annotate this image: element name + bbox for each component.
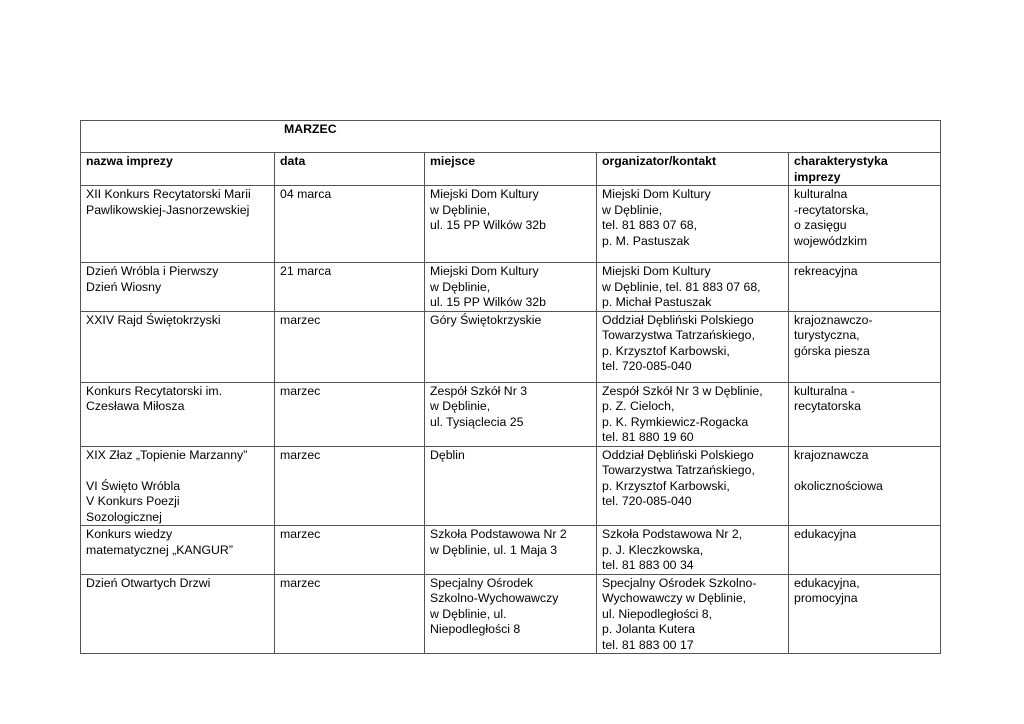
cell-name: Konkurs Recytatorski im. Czesława Miłosza [81, 382, 275, 446]
cell-place: Zespół Szkół Nr 3 w Dęblinie, ul. Tysiąclecia 25 [425, 382, 597, 446]
cell-type: edukacyjna [789, 526, 941, 575]
cell-name: XII Konkurs Recytatorski Marii Pawlikowskiej-Jasnorzewskiej [81, 186, 275, 263]
cell-name: XXIV Rajd Świętokrzyski [81, 311, 275, 382]
table-row [81, 526, 941, 575]
cell-type: kulturalna - recytatorska [789, 382, 941, 446]
cell-organizer: Specjalny Ośrodek Szkolno- Wychowawczy w Dęblinie, ul. Niepodległości 8, p. Jolanta Kutera tel. 81 883 00 17 [597, 574, 789, 654]
cell-organizer: Miejski Dom Kultury w Dęblinie, tel. 81 883 07 68, p. M. Pastuszak [597, 186, 789, 263]
table-row [81, 382, 941, 446]
month-title [81, 121, 941, 153]
cell-type: kulturalna -recytatorska, o zasięgu wojewódzkim [789, 186, 941, 263]
header-date: data [275, 153, 425, 186]
month-label: MARZEC [284, 122, 337, 136]
cell-type: krajoznawczo- turystyczna, górska piesza [789, 311, 941, 382]
table-row [81, 311, 941, 382]
cell-organizer: Oddział Dębliński Polskiego Towarzystwa Tatrzańskiego, p. Krzysztof Karbowski, tel. 720-085-040 [597, 446, 789, 526]
cell-type: edukacyjna, promocyjna [789, 574, 941, 654]
cell-type: krajoznawcza okolicznościowa [789, 446, 941, 526]
cell-organizer: Miejski Dom Kultury w Dęblinie, tel. 81 883 07 68, p. Michał Pastuszak [597, 263, 789, 312]
cell-date: marzec [275, 574, 425, 654]
cell-date: marzec [275, 382, 425, 446]
cell-organizer: Oddział Dębliński Polskiego Towarzystwa Tatrzańskiego, p. Krzysztof Karbowski, tel. 720-085-040 [597, 311, 789, 382]
header-row [81, 153, 941, 186]
cell-name: XIX Złaz „Topienie Marzanny” VI Święto Wróbla V Konkurs Poezji Sozologicznej [81, 446, 275, 526]
cell-place: Dęblin [425, 446, 597, 526]
cell-place: Góry Świętokrzyskie [425, 311, 597, 382]
cell-date: 04 marca [275, 186, 425, 263]
cell-place: Specjalny Ośrodek Szkolno-Wychowawczy w Dęblinie, ul. Niepodległości 8 [425, 574, 597, 654]
table-row [81, 446, 941, 526]
header-type: charakterystyka imprezy [789, 153, 941, 186]
cell-name: Dzień Otwartych Drzwi [81, 574, 275, 654]
table-row [81, 263, 941, 312]
cell-date: 21 marca [275, 263, 425, 312]
cell-place: Miejski Dom Kultury w Dęblinie, ul. 15 PP Wilków 32b [425, 186, 597, 263]
table-row [81, 574, 941, 654]
month-row [81, 121, 941, 153]
cell-date: marzec [275, 311, 425, 382]
header-place: miejsce [425, 153, 597, 186]
cell-place: Miejski Dom Kultury w Dęblinie, ul. 15 PP Wilków 32b [425, 263, 597, 312]
cell-name: Dzień Wróbla i Pierwszy Dzień Wiosny [81, 263, 275, 312]
events-table [80, 120, 941, 654]
header-organizer: organizator/kontakt [597, 153, 789, 186]
cell-date: marzec [275, 526, 425, 575]
cell-date: marzec [275, 446, 425, 526]
cell-organizer: Szkoła Podstawowa Nr 2, p. J. Kleczkowska, tel. 81 883 00 34 [597, 526, 789, 575]
header-name: nazwa imprezy [81, 153, 275, 186]
cell-name: Konkurs wiedzy matematycznej „KANGUR” [81, 526, 275, 575]
cell-place: Szkoła Podstawowa Nr 2 w Dęblinie, ul. 1 Maja 3 [425, 526, 597, 575]
cell-organizer: Zespół Szkół Nr 3 w Dęblinie, p. Z. Cieloch, p. K. Rymkiewicz-Rogacka tel. 81 880 19 60 [597, 382, 789, 446]
table-row [81, 186, 941, 263]
cell-type: rekreacyjna [789, 263, 941, 312]
